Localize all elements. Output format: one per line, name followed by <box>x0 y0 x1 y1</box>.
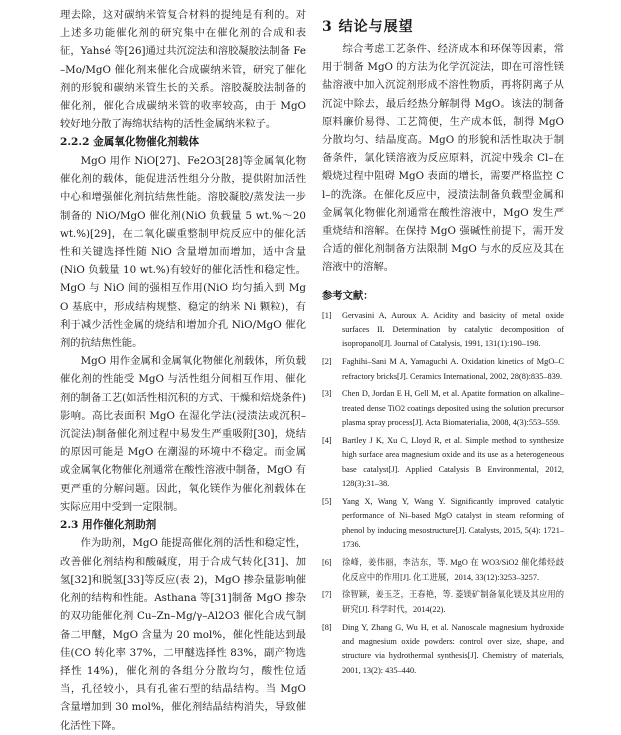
paragraph-support-limitations: MgO 用作金属和金属氧化物催化剂载体，所负载催化剂的性能受 MgO 与活性组分间相互作用、催化剂的制备工艺(如活性相沉积的方式、干燥和焙烧条件)影响。高比表面积 MgO 在湿化学法(浸渍法或沉积–沉淀法)制备催化剂过程中易发生严重吸附[30]，烧结的原因可能是 MgO 在潮湿的环境中不稳定。而金属或金属氧化物催化剂通常在酸性溶液中制备，MgO 有更严重的分解问题。因此，氧化镁作为催化剂载体在实际应用中受到一定限制。 <box>60 355 306 513</box>
reference-number: [2] <box>322 357 332 367</box>
reference-item <box>322 434 564 492</box>
reference-item <box>322 495 564 553</box>
reference-number: [7] <box>322 590 332 600</box>
references-heading: 参考文献： <box>322 289 374 302</box>
reference-number: [5] <box>322 497 332 507</box>
reference-item <box>322 621 564 679</box>
paragraph-promoter: 作为助剂，MgO 能提高催化剂的活性和稳定性，改善催化剂结构和酸碱度，用于合成气转化[31]、加氢[32]和脱氢[33]等反应(表 2)，MgO 掺杂量影响催化剂的结构和性能。Asthana 等[31]制备 MgO 掺杂的双功能催化剂 Cu–Zn–Mg/γ–Al2O3 催化合成气制备二甲醚，MgO 含量为 20 mol%，催化性能达到最佳(CO 转化率 37%，二甲醚选择性 83%，副产物选择性 14%)，催化剂的各组分分散均匀，酸性位适当，孔径较小，具有孔雀石型的结晶结构。当 MgO 含量增加到 30 mol%，催化剂结晶结构消失，导致催化活性下降。 <box>60 537 306 732</box>
reference-item <box>322 309 564 352</box>
reference-number: [6] <box>322 558 332 568</box>
reference-list <box>322 309 564 678</box>
reference-text: Faghihi–Sani M A, Yamaguchi A. Oxidation kinetics of MgO–C refractory bricks[J]. Ceramics International, 2002, 28(8):835–839. <box>342 357 564 381</box>
reference-item <box>322 387 564 430</box>
reference-number: [3] <box>322 389 332 399</box>
reference-number: [1] <box>322 310 332 320</box>
subsection-heading-oxide-support: 2.2.2 金属氧化物催化剂载体 <box>60 136 200 149</box>
reference-text: Bartley J K, Xu C, Lloyd R, et al. Simple method to synthesize high surface area magnesium oxide and its use as a heterogeneous base catalyst[J]. Applied Catalysis B Environmental, 2012, 128(3):31–38. <box>342 436 564 489</box>
right-column <box>322 6 564 682</box>
section-heading-conclusion: 3 结论与展望 <box>322 19 414 35</box>
paragraph-conclusion: 综合考虑工艺条件、经济成本和环保等因素，常用于制备 MgO 的方法为化学沉淀法，即在可溶性镁盐溶液中加入沉淀剂形成不溶性物质，再将阴离子从沉淀中除去，最后经热分解制得 MgO。该法的制备原料廉价易得、工艺简便，生产成本低，制得 MgO 分散均匀、结晶度高。MgO 的形貌和活性取决于制备条件，氯化镁溶液为反应原料，沉淀中残余 Cl–在煅烧过程中阻碍 MgO 表面的增长，需要严格监控 Cl–的洗涤。在催化反应中，浸渍法制备负载型金属和金属氧化物催化剂通常在酸性溶液中，MgO 发生严重烧结和溶解。在保持 MgO 强碱性前提下，需开发合适的催化剂制备方法限制 MgO 与水的反应及其在溶液中的溶解。 <box>322 43 564 274</box>
reference-text: Yang X, Wang Y, Wang Y. Significantly improved catalytic performance of Ni–based MgO catalyst in steam reforming of phenol by inducing mesostructure[J]. Catalysts, 2015, 5(4): 1721–1736. <box>342 497 564 550</box>
reference-item <box>322 556 564 585</box>
subsection-heading-promoter: 2.3 用作催化剂助剂 <box>60 518 157 531</box>
reference-text: Ding Y, Zhang G, Wu H, et al. Nanoscale magnesium hydroxide and magnesium oxide powders: control over size, shape, and structure via hydrothermal synthesis[J]. Chemistry of materials, 2001, 13(2): 435–440. <box>342 622 564 675</box>
paragraph-catalyst-synthesis: 理去除，这对碳纳米管复合材料的提纯是有利的。对上述多功能催化剂的研究集中在催化剂的合成和表征，Yahsé 等[26]通过共沉淀法和溶胶凝胶法制备 Fe–Mo/MgO 催化剂来催化合成碳纳米管，研究了催化剂的形貌和碳纳米管生长的关系。溶胶凝胶法制备的催化剂，催化合成碳纳米管的收率较高，由于 MgO 较好地分散了海绵状结构的活性金属纳米粒子。 <box>60 9 306 131</box>
reference-text: 徐智颖，姜玉芝，王春艳，等. 菱镁矿制备氧化镁及其应用的研究[J]. 科学时代，2014(22). <box>342 590 564 614</box>
paragraph-nio-support: MgO 用作 NiO[27]、Fe2O3[28]等金属氧化物催化剂的载体，能促进活性组分分散，提供附加活性中心和增强催化剂抗结焦性能。溶胶凝胶/蒸发法一步制备的 NiO/MgO 催化剂(NiO 负载量 5 wt.%～20 wt.%)[29]，在二氧化碳重整制甲烷反应中的催化活性和关键选择性随 NiO 含量增加而增加，适中含量(NiO 负载量 10 wt.%)有较好的催化活性和稳定性。MgO 与 NiO 间的强相互作用(NiO 均匀插入到 MgO 基底中，形成结构规整、稳定的纳米 Ni 颗粒)，有利于减少活性金属的烧结和增加介孔 NiO/MgO 催化剂的抗结焦性能。 <box>60 154 306 349</box>
reference-text: Chen D, Jordan E H, Gell M, et al. Apatite formation on alkaline–treated dense TiO2 coatings deposited using the solution precursor plasma spray process[J]. Acta Biomaterialia, 2008, 4(3):553–559. <box>342 389 564 428</box>
reference-number: [4] <box>322 436 332 446</box>
reference-number: [8] <box>322 622 332 632</box>
reference-item <box>322 355 564 384</box>
left-column <box>60 6 306 735</box>
reference-text: 徐峰，姜伟丽，李洁东，等. MgO 在 WO3/SiO2 催化烯烃歧化反应中的作用[J]. 化工进展，2014, 33(12):3253–3257. <box>342 558 564 582</box>
reference-text: Gervasini A, Auroux A. Acidity and basicity of metal oxide surfaces II. Determination by catalytic decomposition of isopropanol[J]. Journal of Catalysis, 1991, 131(1):190–198. <box>342 310 564 349</box>
reference-item <box>322 588 564 617</box>
